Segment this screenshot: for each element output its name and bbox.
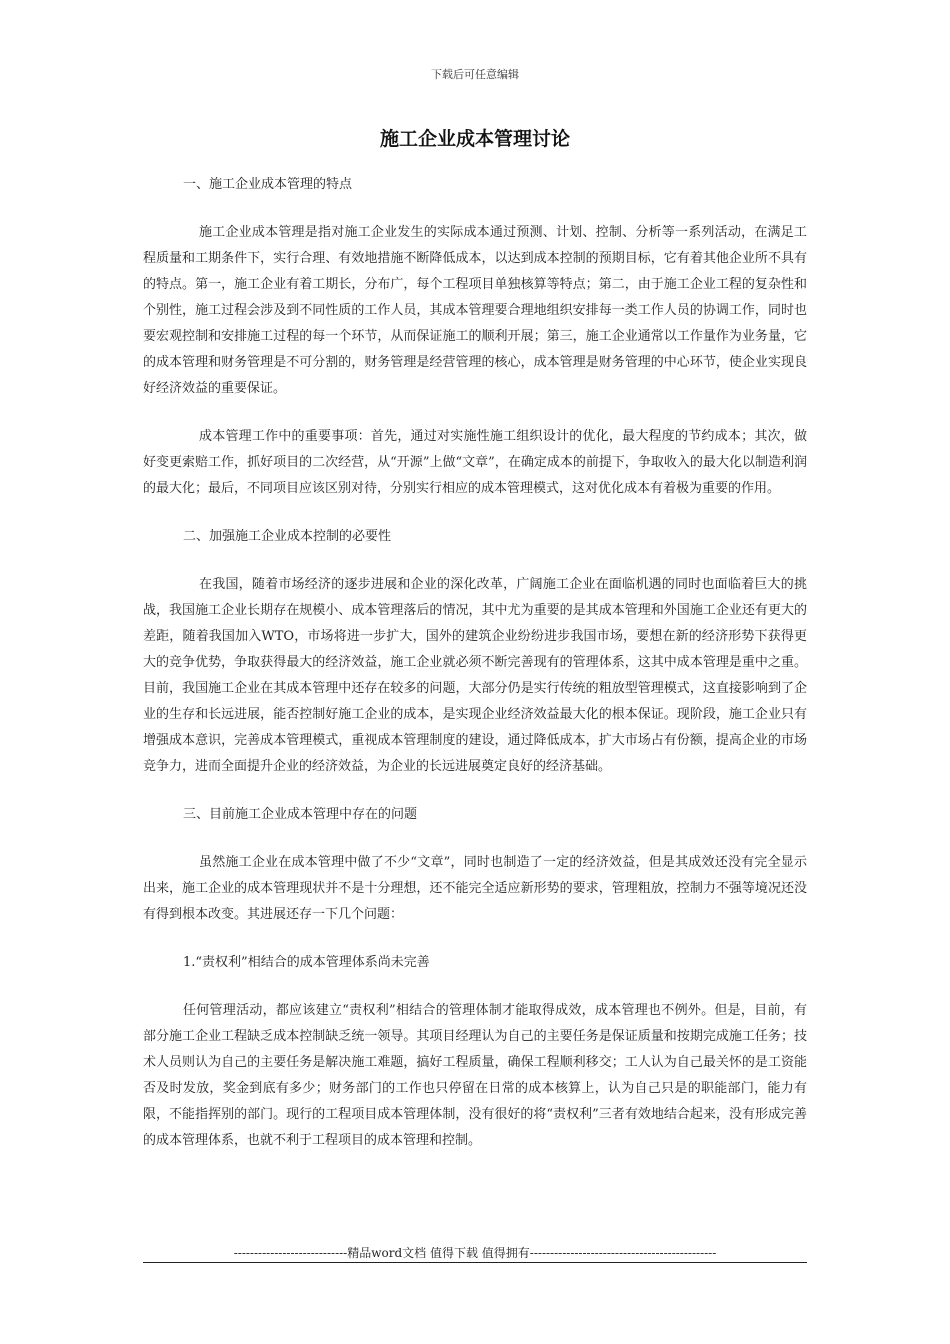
paragraph: 成本管理工作中的重要事项：首先，通过对实施性施工组织设计的优化，最大程度的节约成本；其次，做好变更索赔工作，抓好项目的二次经营，从“开源”上做“文章”，在确定成本的前提下，争取收入的最大化以制造利润的最大化；最后，不同项目应该区别对待，分别实行相应的成本管理模式，这对优化成本有着极为重要的作用。: [143, 429, 807, 496]
document-body: [143, 172, 807, 1176]
paragraph: 在我国，随着市场经济的逐步进展和企业的深化改革，广阔施工企业在面临机遇的同时也面临着巨大的挑战，我国施工企业长期存在规模小、成本管理落后的情况，其中尤为重要的是其成本管理和外国施工企业还有更大的差距，随着我国加入WTO，市场将进一步扩大，国外的建筑企业纷纷进步我国市场，要想在新的经济形势下获得更大的竞争优势，争取获得最大的经济效益，施工企业就必须不断完善现有的管理体系，这其中成本管理是重中之重。目前，我国施工企业在其成本管理中还存在较多的问题，大部分仍是实行传统的粗放型管理模式，这直接影响到了企业的生存和长远进展，能否控制好施工企业的成本，是实现企业经济效益最大化的根本保证。现阶段，施工企业只有增强成本意识，完善成本管理模式，重视成本管理制度的建设，通过降低成本，扩大市场占有份额，提高企业的市场竞争力，进而全面提升企业的经济效益，为企业的长远进展奠定良好的经济基础。: [143, 577, 807, 774]
paragraph: 虽然施工企业在成本管理中做了不少“文章”，同时也制造了一定的经济效益，但是其成效还没有完全显示出来，施工企业的成本管理现状并不是十分理想，还不能完全适应新形势的要求，管理粗放，控制力不强等境况还没有得到根本改变。其进展还存一下几个问题：: [143, 855, 807, 922]
subsection-heading-1: 1.“责权利”相结合的成本管理体系尚未完善: [183, 955, 430, 970]
section-heading-1: 一、施工企业成本管理的特点: [183, 177, 353, 192]
paragraph: 施工企业成本管理是指对施工企业发生的实际成本通过预测、计划、控制、分析等一系列活动，在满足工程质量和工期条件下，实行合理、有效地措施不断降低成本，以达到成本控制的预期目标，它有着其他企业所不具有的特点。第一，施工企业有着工期长，分布广，每个工程项目单独核算等特点；第二，由于施工企业工程的复杂性和个别性，施工过程会涉及到不同性质的工作人员，其成本管理要合理地组织安排每一类工作人员的协调工作，同时也要宏观控制和安排施工过程的每一个环节，从而保证施工的顺利开展；第三，施工企业通常以工作量作为业务量，它的成本管理和财务管理是不可分割的，财务管理是经营管理的核心，成本管理是财务管理的中心环节，使企业实现良好经济效益的重要保证。: [143, 225, 807, 396]
paragraph: 任何管理活动，都应该建立“责权利”相结合的管理体制才能取得成效，成本管理也不例外。但是，目前，有部分施工企业工程缺乏成本控制缺乏统一领导。其项目经理认为自己的主要任务是保证质量和按期完成施工任务；技术人员则认为自己的主要任务是解决施工难题，搞好工程质量，确保工程顺利移交；工人认为自己最关怀的是工资能否及时发放，奖金到底有多少；财务部门的工作也只停留在日常的成本核算上，认为自己只是的职能部门，能力有限，不能指挥别的部门。现行的工程项目成本管理体制，没有很好的将“责权利”三者有效地结合起来，没有形成完善的成本管理体系，也就不利于工程项目的成本管理和控制。: [143, 1003, 807, 1148]
header-note: 下载后可任意编辑: [431, 68, 519, 81]
section-heading-3: 三、目前施工企业成本管理中存在的问题: [183, 807, 418, 822]
section-heading-2: 二、加强施工企业成本控制的必要性: [183, 529, 392, 544]
document-title: 施工企业成本管理讨论: [379, 128, 570, 150]
footer-text: ----------------------------精品word文档 值得下载 值得拥有----------------------------------------------: [233, 1246, 717, 1260]
footer-divider: [143, 1262, 807, 1263]
